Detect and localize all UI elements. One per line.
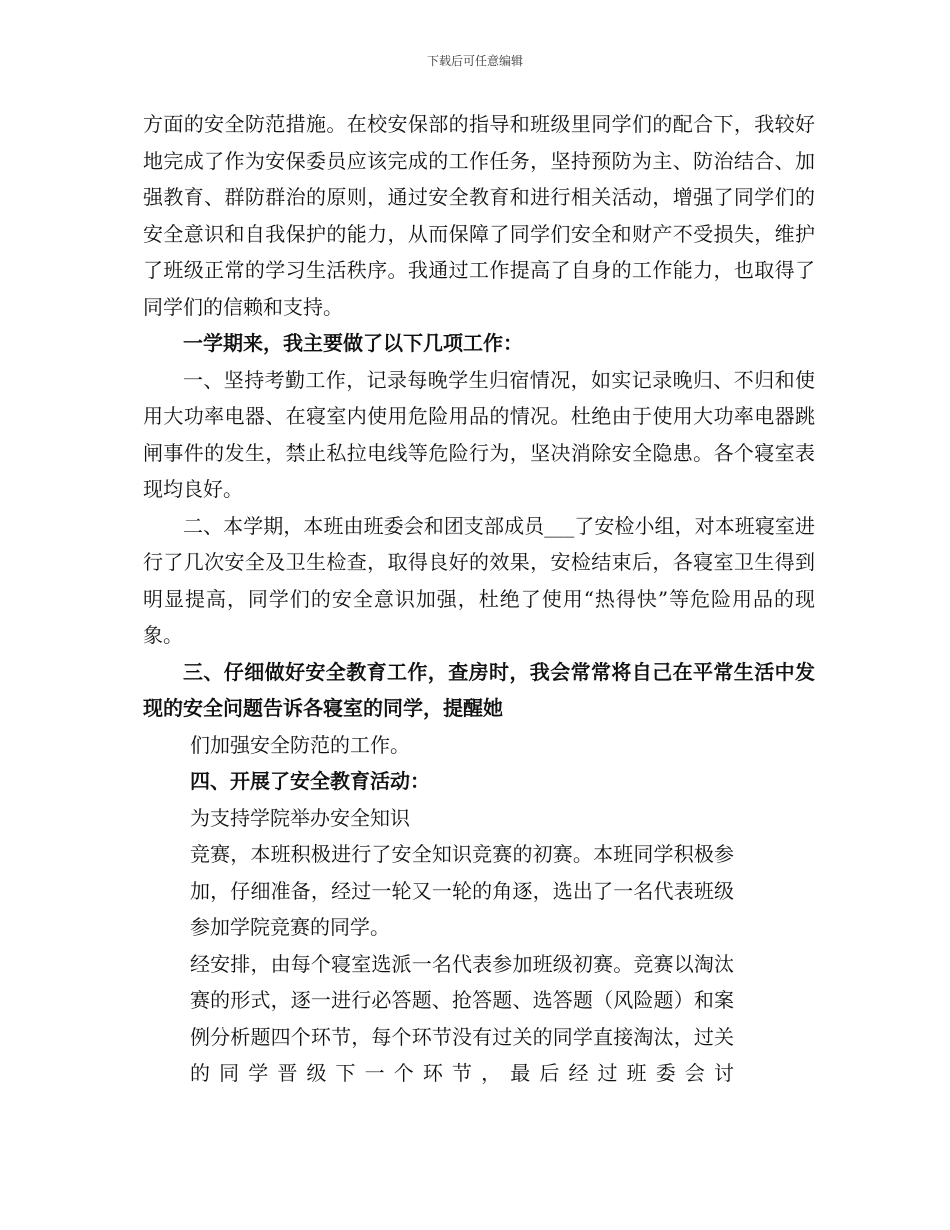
paragraph-item-4-heading: 四、开展了安全教育活动： (190, 769, 430, 793)
paragraph-intro: 方面的安全防范措施。在校安保部的指导和班级里同学们的配合下，我较好地完成了作为安保委员应该完成的工作任务，坚持预防为主、防治结合、加强教育、群防群治的原则，通过安全教育和进行相关活动，增强了同学们的安全意识和自我保护的能力，从而保障了同学们安全和财产不受损失，维护了班级正常的学习生活秩序。我通过工作提高了自身的工作能力，也取得了同学们的信赖和支持。 (143, 112, 815, 319)
paragraph-item-2: 二、本学期，本班由班委会和团支部成员___了安检小组，对本班寝室进行了几次安全及卫生检查，取得良好的效果，安检结束后，各寝室卫生得到明显提高，同学们的安全意识加强，杜绝了使用“热得快”等危险用品的现象。 (143, 513, 815, 647)
paragraph-item-3-heading: 三、仔细做好安全教育工作，查房时，我会常常将自己在平常生活中发现的安全问题告诉各寝室的同学，提醒她 (143, 659, 815, 720)
page-header: 下载后可任意编辑 (426, 54, 523, 68)
paragraph-competition: 竞赛，本班积极进行了安全知识竞赛的初赛。本班同学积极参加，仔细准备，经过一轮又一轮的角逐，选出了一名代表班级参加学院竞赛的同学。 (190, 842, 734, 939)
paragraph-item-4-lead: 为支持学院举办安全知识 (190, 805, 410, 830)
paragraph-item-1: 一、坚持考勤工作，记录每晚学生归宿情况，如实记录晚归、不归和使用大功率电器、在寝室内使用危险用品的情况。杜绝由于使用大功率电器跳闸事件的发生，禁止私拉电线等危险行为，坚决消除安全隐患。各个寝室表现均良好。 (143, 367, 815, 501)
paragraph-summary-heading: 一学期来，我主要做了以下几项工作： (183, 331, 523, 355)
paragraph-item-3-body: 们加强安全防范的工作。 (190, 732, 410, 757)
document-body (143, 106, 815, 1092)
paragraph-arrangement: 经安排，由每个寝室选派一名代表参加班级初赛。竞赛以淘汰赛的形式，逐一进行必答题、抢答题、选答题（风险题）和案例分析题四个环节，每个环节没有过关的同学直接淘汰，过关的同学晋级下一个环节，最后经过班委会讨 (190, 951, 734, 1085)
